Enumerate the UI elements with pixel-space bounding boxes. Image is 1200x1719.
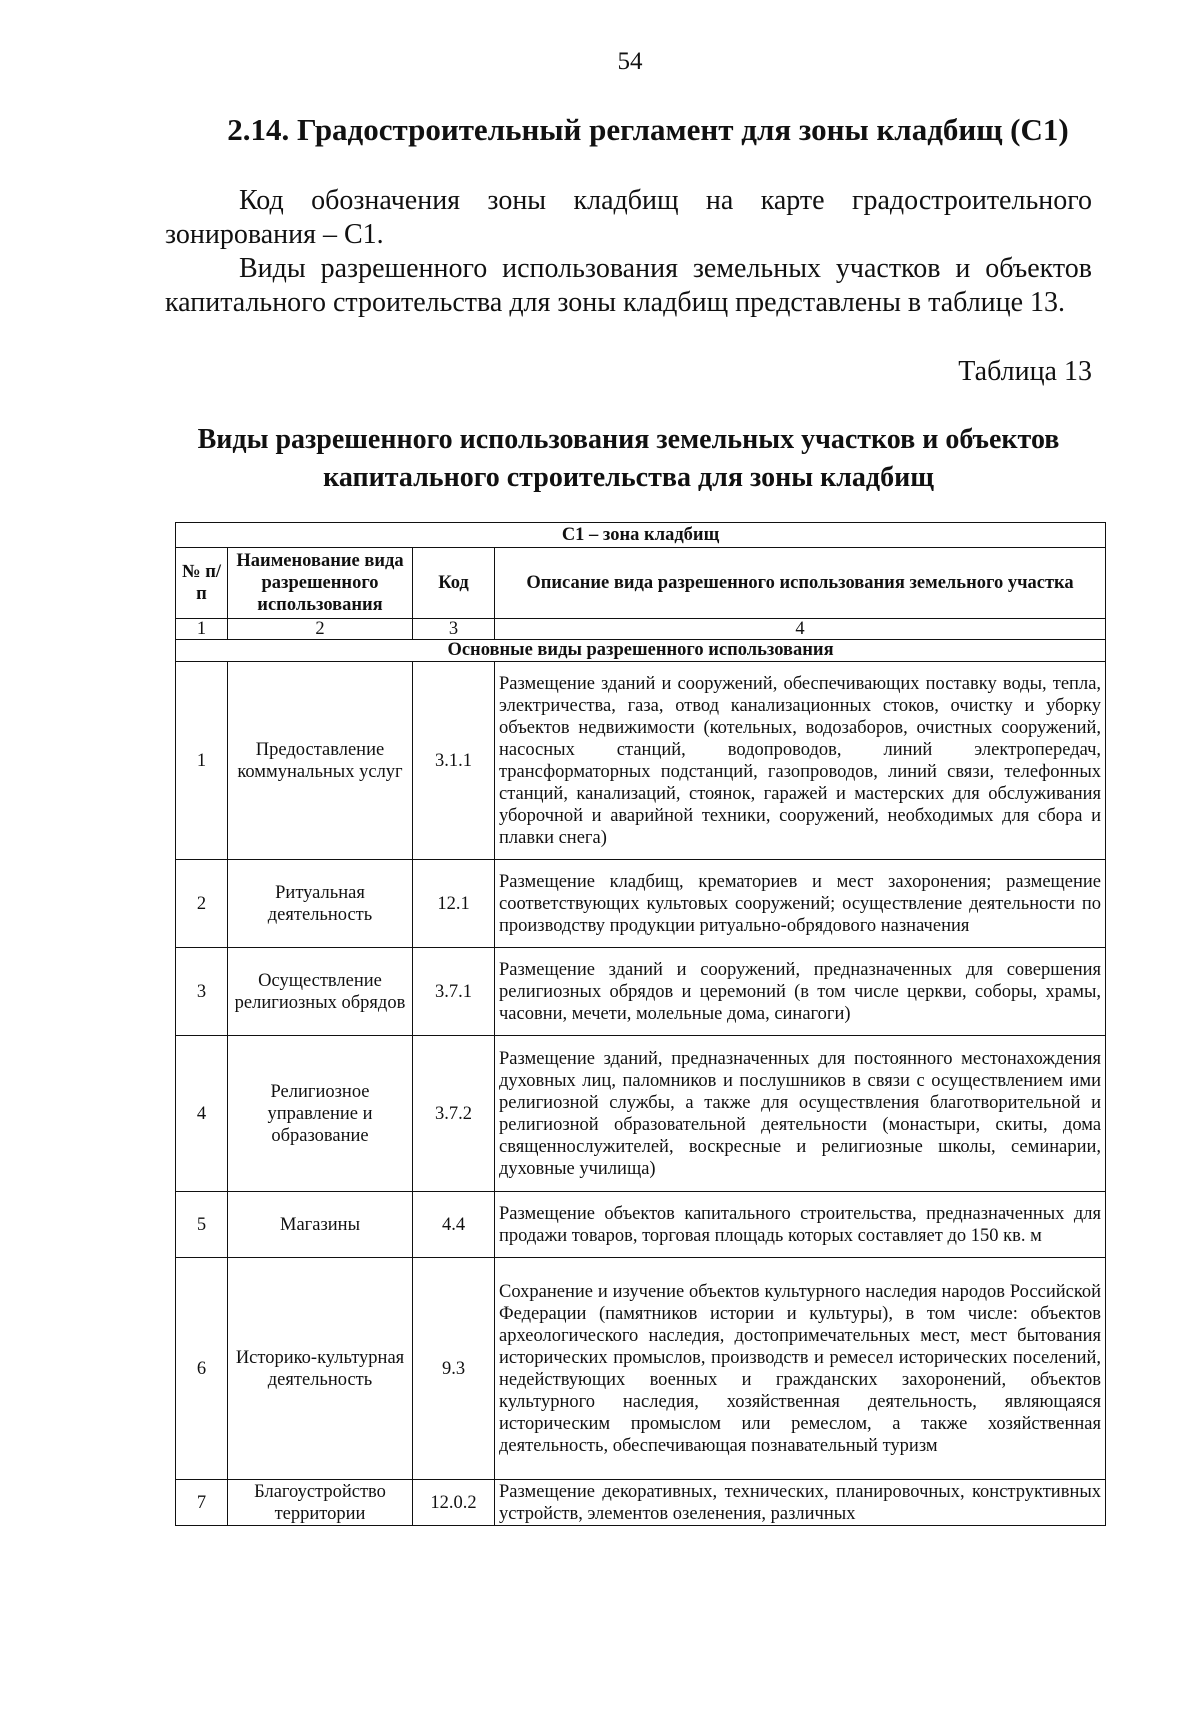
column-number: 1 (176, 619, 228, 640)
table-row (176, 662, 1106, 860)
table-title-line: Виды разрешенного использования земельных участков и объектов (197, 424, 1060, 455)
row-code: 4.4 (413, 1192, 495, 1258)
table-label: Таблица 13 (958, 356, 1092, 387)
table-row (176, 1480, 1106, 1526)
header-desc: Описание вида разрешенного использования земельного участка (495, 548, 1106, 619)
row-num: 2 (176, 860, 228, 948)
row-desc: Размещение объектов капитального строительства, предназначенных для продажи товаров, торговая площадь которых составляет до 150 кв. м (495, 1192, 1106, 1258)
regulations-table (175, 522, 1106, 1526)
row-num: 7 (176, 1480, 228, 1526)
paragraph-zone-code (165, 184, 1092, 252)
section-heading: 2.14. Градостроительный регламент для зоны кладбищ (С1) (227, 112, 1069, 147)
row-desc: Размещение зданий и сооружений, обеспечивающих поставку воды, тепла, электричества, газа, отвод канализационных стоков, очистку и уборку объектов недвижимости (котельных, водозаборов, очистных сооружений, насосных станций, водопроводов, линий электропередач, трансформаторных подстанций, газопроводов, линий связи, телефонных станций, канализаций, стоянок, гаражей и мастерских для обслуживания уборочной и аварийной техники, сооружений, необходимых для сбора и плавки снега) (495, 662, 1106, 860)
table-title (165, 421, 1092, 497)
paragraph-text: Код обозначения зоны кладбищ на карте градостроительного зонирования – С1. (165, 185, 1092, 250)
table-row (176, 1192, 1106, 1258)
row-code: 3.7.1 (413, 948, 495, 1036)
group-row (176, 640, 1106, 662)
row-name: Религиозное управление и образование (228, 1036, 413, 1192)
row-desc: Размещение кладбищ, крематориев и мест захоронения; размещение соответствующих культовых сооружений; осуществление деятельности по производству продукции ритуально-обрядового назначения (495, 860, 1106, 948)
row-code: 9.3 (413, 1258, 495, 1480)
row-num: 1 (176, 662, 228, 860)
row-name: Ритуальная деятельность (228, 860, 413, 948)
row-num: 3 (176, 948, 228, 1036)
column-number: 4 (495, 619, 1106, 640)
paragraph-table-reference (165, 252, 1092, 320)
row-name: Предоставление коммунальных услуг (228, 662, 413, 860)
row-num: 5 (176, 1192, 228, 1258)
table-row (176, 1258, 1106, 1480)
column-number-row (176, 619, 1106, 640)
row-code: 3.7.2 (413, 1036, 495, 1192)
row-code: 12.1 (413, 860, 495, 948)
table-row (176, 948, 1106, 1036)
row-name: Осуществление религиозных обрядов (228, 948, 413, 1036)
paragraph-text: Виды разрешенного использования земельных участков и объектов капитального строительства для зоны кладбищ представлены в таблице 13. (165, 253, 1092, 318)
zone-header: С1 – зона кладбищ (176, 523, 1106, 548)
group-title: Основные виды разрешенного использования (176, 640, 1106, 662)
row-code: 3.1.1 (413, 662, 495, 860)
table-title-line: капитального строительства для зоны кладбищ (323, 462, 934, 493)
row-desc: Размещение зданий, предназначенных для постоянного местонахождения духовных лиц, паломников и послушников в связи с осуществлением ими религиозной службы, а также для осуществления благотворительной и религиозной образовательной деятельности (монастыри, скиты, дома священнослужителей, воскресные и религиозные школы, семинарии, духовные училища) (495, 1036, 1106, 1192)
row-code: 12.0.2 (413, 1480, 495, 1526)
row-desc: Размещение зданий и сооружений, предназначенных для совершения религиозных обрядов и церемоний (в том числе церкви, соборы, храмы, часовни, мечети, молельные дома, синагоги) (495, 948, 1106, 1036)
header-num: № п/п (176, 548, 228, 619)
column-number: 3 (413, 619, 495, 640)
zone-header-row (176, 523, 1106, 548)
page-number: 54 (617, 48, 643, 75)
header-name: Наименование вида разрешенного использования (228, 548, 413, 619)
column-number: 2 (228, 619, 413, 640)
row-num: 6 (176, 1258, 228, 1480)
column-header-row (176, 548, 1106, 619)
row-desc: Размещение декоративных, технических, планировочных, конструктивных устройств, элементов озеленения, различных (495, 1480, 1106, 1526)
header-code: Код (413, 548, 495, 619)
row-name: Благоустройство территории (228, 1480, 413, 1526)
row-name: Магазины (228, 1192, 413, 1258)
row-name: Историко-культурная деятельность (228, 1258, 413, 1480)
row-desc: Сохранение и изучение объектов культурного наследия народов Российской Федерации (памятников истории и культуры), в том числе: объектов археологического наследия, достопримечательных мест, мест бытования исторических промыслов, производств и ремесел исторических поселений, недействующих военных и гражданских захоронений, объектов культурного наследия, хозяйственная деятельность, являющаяся историческим промыслом или ремеслом, а также хозяйственная деятельность, обеспечивающая познавательный туризм (495, 1258, 1106, 1480)
row-num: 4 (176, 1036, 228, 1192)
table-row (176, 1036, 1106, 1192)
table-row (176, 860, 1106, 948)
